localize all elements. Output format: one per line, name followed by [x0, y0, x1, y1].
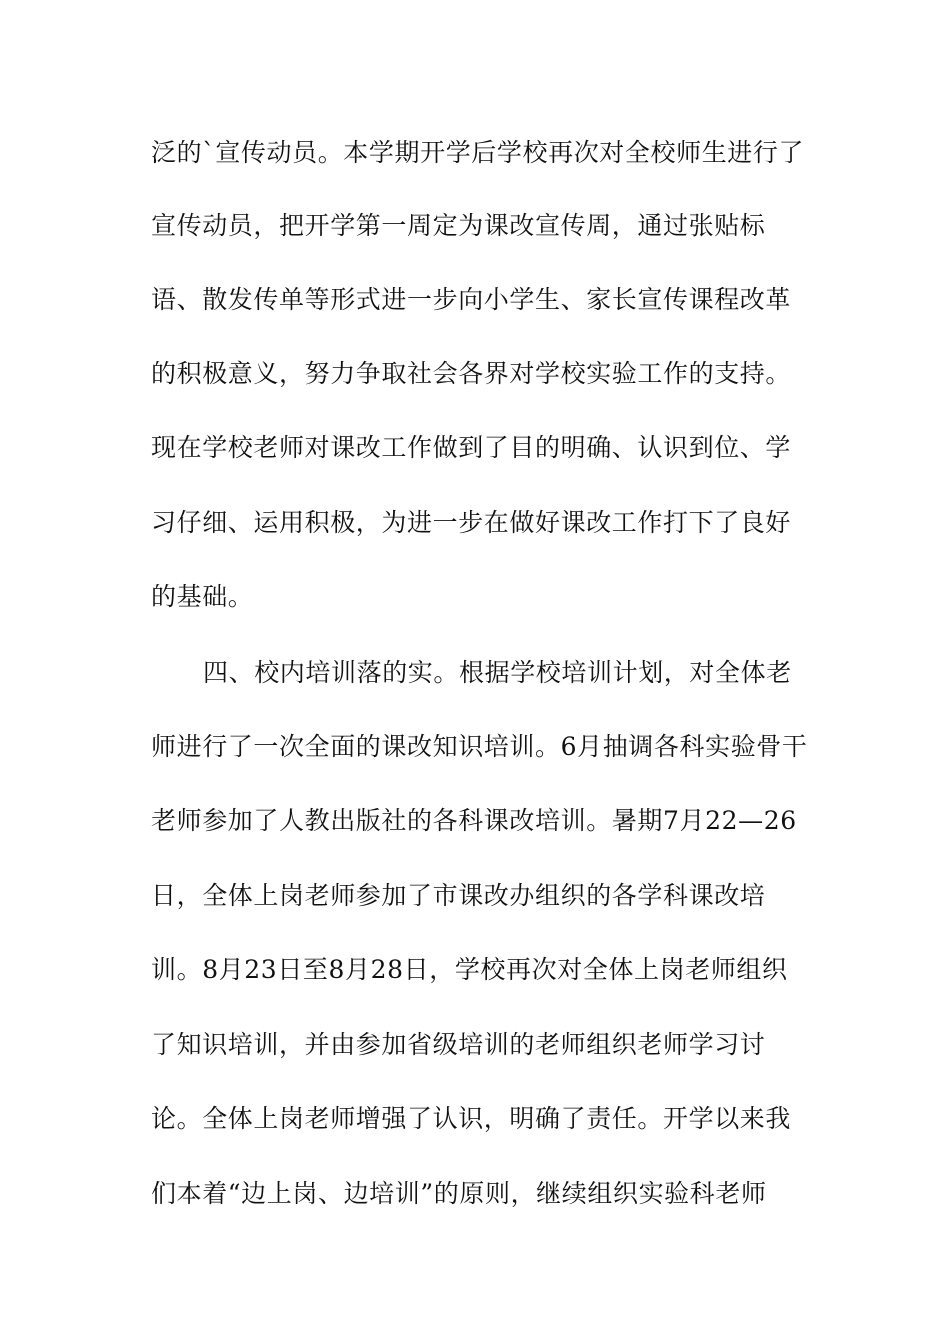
text-line: 习仔细、运用积极，为进一步在做好课改工作打下了良好: [151, 508, 792, 537]
text-line: 泛的`宣传动员。本学期开学后学校再次对全校师生进行了: [151, 138, 805, 167]
text-line: 现在学校老师对课改工作做到了目的明确、认识到位、学: [151, 433, 792, 462]
text-line: 师进行了一次全面的课改知识培训。6月抽调各科实验骨干: [151, 732, 808, 761]
text-line: 了知识培训，并由参加省级培训的老师组织老师学习讨: [151, 1030, 766, 1059]
text-line: 训。8月23日至8月28日，学校再次对全体上岗老师组织: [151, 955, 788, 984]
text-line: 老师参加了人教出版社的各科课改培训。暑期7月22—26: [151, 806, 797, 835]
text-line: 语、散发传单等形式进一步向小学生、家长宣传课程改革: [151, 285, 792, 314]
text-line: 的基础。: [151, 582, 254, 611]
text-line: 宣传动员，把开学第一周定为课改宣传周，通过张贴标: [151, 211, 766, 240]
text-line: 日，全体上岗老师参加了市课改办组织的各学科课改培: [151, 881, 766, 910]
text-line: 们本着“边上岗、边培训”的原则，继续组织实验科老师: [151, 1179, 767, 1208]
text-line: 论。全体上岗老师增强了认识，明确了责任。开学以来我: [151, 1104, 792, 1133]
text-line: 的积极意义，努力争取社会各界对学校实验工作的支持。: [151, 359, 792, 388]
paragraph-first-line: 四、校内培训落的实。根据学校培训计划，对全体老: [203, 658, 792, 687]
